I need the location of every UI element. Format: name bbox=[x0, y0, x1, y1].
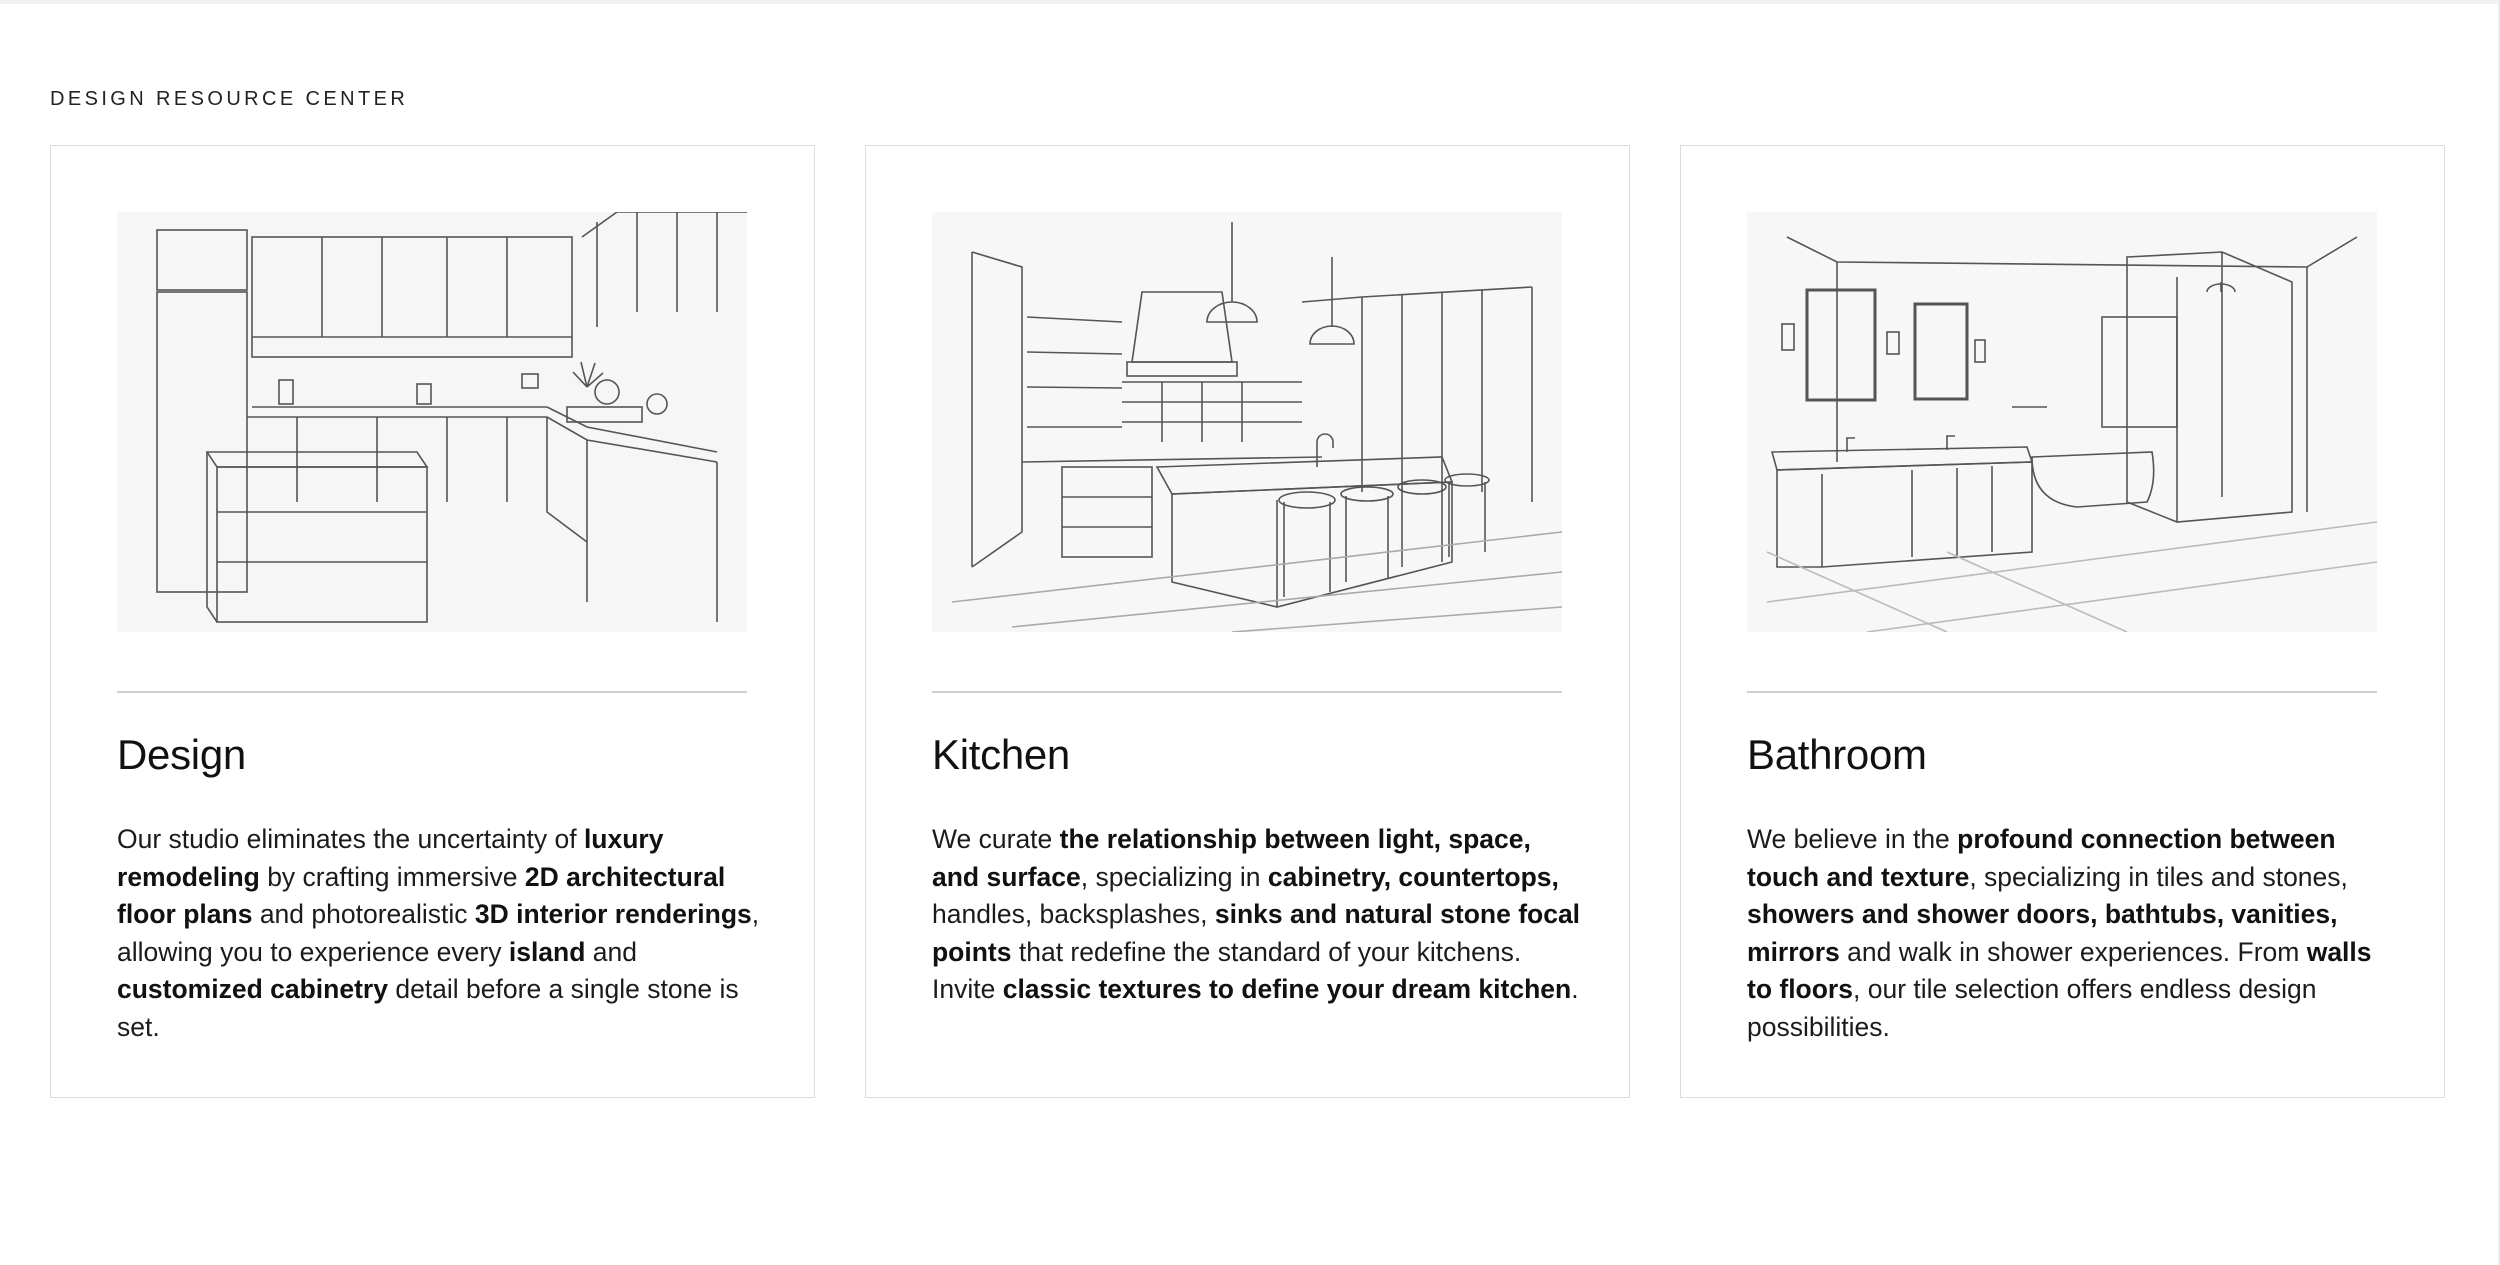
body-text: , specializing in tiles and stones, bbox=[1969, 861, 2348, 892]
emphasis-text: luxury remodeling bbox=[117, 824, 664, 892]
card-divider bbox=[932, 691, 1562, 693]
body-text: by crafting immersive bbox=[259, 861, 525, 892]
emphasis-text: 3D interior renderings bbox=[474, 899, 752, 929]
body-text: Our studio eliminates the uncertainty of bbox=[117, 824, 584, 854]
body-text: We curate bbox=[932, 824, 1060, 854]
bathroom-illustration bbox=[1747, 212, 2377, 632]
emphasis-text: showers and shower doors, bathtubs, vanities, mirrors bbox=[1747, 899, 2338, 967]
emphasis-text: sinks and natural stone focal points bbox=[932, 899, 1581, 967]
card-description bbox=[932, 821, 1582, 1009]
body-text: and photorealistic bbox=[252, 899, 475, 929]
body-text: . bbox=[1571, 974, 1579, 1004]
body-text: We believe in the bbox=[1747, 824, 1958, 854]
card-description bbox=[1747, 821, 2397, 1046]
section-eyebrow: DESIGN RESOURCE CENTER bbox=[50, 88, 409, 110]
emphasis-text: customized cabinetry bbox=[117, 974, 388, 1004]
body-text: , allowing you to experience every bbox=[117, 899, 760, 967]
body-text: detail before a single stone is set. bbox=[117, 974, 739, 1042]
emphasis-text: classic textures to define your dream kitchen bbox=[1002, 974, 1572, 1004]
card-bathroom[interactable] bbox=[1680, 145, 2445, 1098]
emphasis-text: island bbox=[508, 936, 586, 967]
emphasis-text: the relationship between light, space, and surface bbox=[932, 824, 1531, 892]
body-text: , our tile selection offers endless design possibilities. bbox=[1747, 974, 2317, 1042]
emphasis-text: cabinetry, countertops, bbox=[1267, 861, 1559, 892]
card-title: Bathroom bbox=[1747, 731, 1927, 778]
emphasis-text: 2D architectural floor plans bbox=[117, 861, 726, 929]
body-text: and bbox=[585, 936, 637, 967]
top-border bbox=[0, 0, 2500, 4]
body-text: and walk in shower experiences. From bbox=[1839, 936, 2307, 967]
card-title: Kitchen bbox=[932, 731, 1070, 778]
card-description bbox=[117, 821, 767, 1046]
resource-cards bbox=[50, 145, 2445, 1098]
card-kitchen[interactable] bbox=[865, 145, 1630, 1098]
emphasis-text: profound connection between touch and texture bbox=[1747, 824, 2336, 892]
kitchen-illustration bbox=[932, 212, 1562, 632]
card-design[interactable] bbox=[50, 145, 815, 1098]
card-title: Design bbox=[117, 731, 246, 778]
body-text: , specializing in bbox=[1080, 861, 1268, 892]
emphasis-text: walls to floors bbox=[1747, 936, 2372, 1004]
body-text: handles, backsplashes, bbox=[932, 899, 1215, 929]
card-divider bbox=[117, 691, 747, 693]
body-text: that redefine the standard of your kitchens. Invite bbox=[932, 936, 1522, 1004]
design-illustration bbox=[117, 212, 747, 632]
card-divider bbox=[1747, 691, 2377, 693]
